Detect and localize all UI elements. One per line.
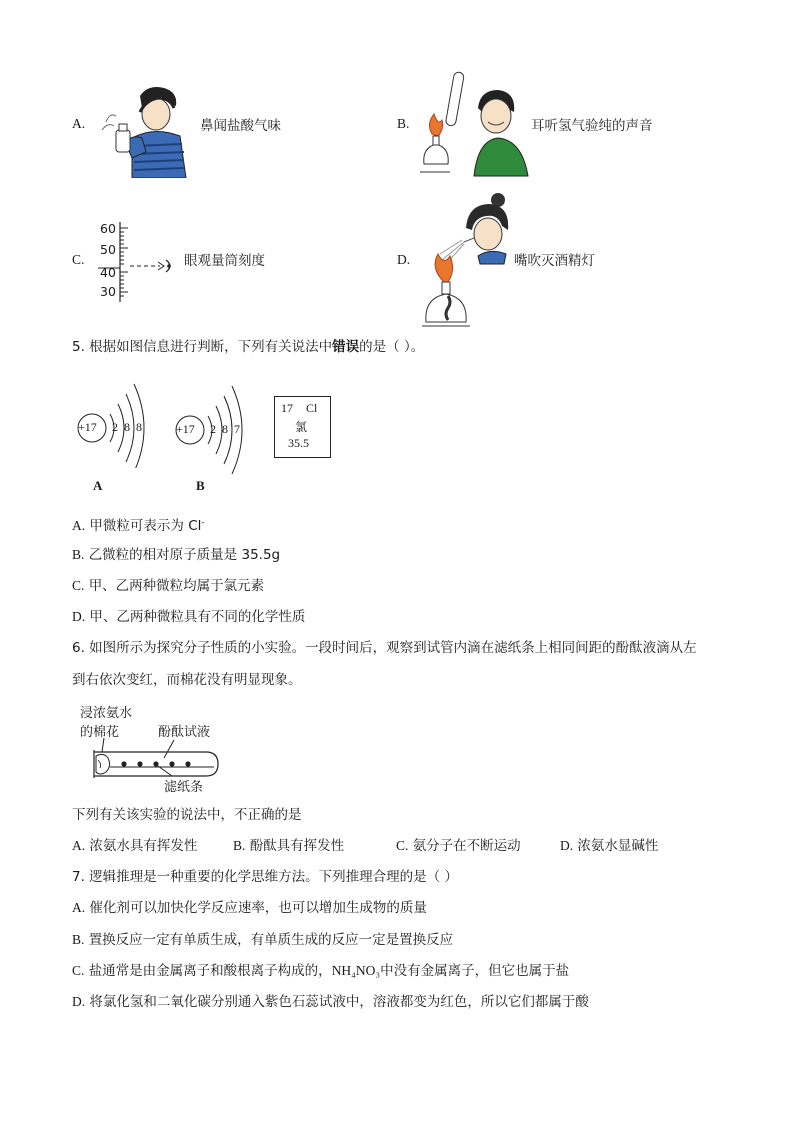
q7-option-a-letter: A. xyxy=(72,900,86,915)
q6-option-b-text: 酚酞具有挥发性 xyxy=(249,838,345,854)
q6-option-c-text: 氨分子在不断运动 xyxy=(412,838,521,854)
q6-experiment-figure xyxy=(78,700,238,796)
element-atomic-mass: 35.5 xyxy=(288,436,309,450)
element-symbol: Cl xyxy=(306,401,318,415)
person-sniffing-bottle-icon xyxy=(96,82,206,178)
q7-option-a xyxy=(72,898,427,918)
particle-a-label: A xyxy=(93,478,103,493)
q7-option-c-text-post: 中没有金属离子，但它也属于盐 xyxy=(380,963,570,979)
q6-option-d-text: 浓氨水显碱性 xyxy=(577,838,659,854)
label-phenolphthalein: 酚酞试液 xyxy=(158,725,211,740)
q7-option-d-letter: D. xyxy=(72,994,86,1009)
q7-option-c-formula: NH₄NO₃ xyxy=(331,963,381,978)
element-box-chlorine xyxy=(274,396,331,458)
q7-option-c xyxy=(72,961,569,981)
particle-b-diagram xyxy=(172,378,262,493)
element-name: 氯 xyxy=(295,420,308,434)
q6-question: 下列有关该实验的说法中，不正确的是 xyxy=(72,807,302,823)
girl-blowing-alcohol-lamp-icon xyxy=(418,190,518,330)
q6-option-d xyxy=(560,836,658,856)
q6-option-d-letter: D. xyxy=(560,838,574,853)
q7-option-d xyxy=(72,992,589,1012)
q5-option-c xyxy=(72,576,264,596)
q4-option-c-letter: C. xyxy=(72,252,85,267)
q6-stem-line2: 到右依次变红，而棉花没有明显现象。 xyxy=(72,672,302,688)
label-filter-paper: 滤纸条 xyxy=(164,780,204,795)
q5-option-c-letter: C. xyxy=(72,578,85,593)
q5-option-a xyxy=(72,513,205,536)
graduated-cylinder-eye-icon xyxy=(98,218,188,304)
q7-option-a-text: 催化剂可以加快化学反应速率，也可以增加生成物的质量 xyxy=(89,900,427,916)
person-listening-test-tube-icon xyxy=(416,68,534,178)
q4-option-b-letter: B. xyxy=(397,116,410,131)
q5-stem-pre: 5. 根据如图信息进行判断，下列有关说法中 xyxy=(72,339,333,355)
q5-option-b-letter: B. xyxy=(72,547,85,562)
particle-a-shells: 2 8 8 xyxy=(112,420,142,434)
q4-option-a-letter: A. xyxy=(72,116,86,131)
q6-option-b-letter: B. xyxy=(233,838,246,853)
q4-option-d-letter: D. xyxy=(397,252,411,267)
q6-stem-line1: 6. 如图所示为探究分子性质的小实验。一段时间后，观察到试管内滴在滤纸条上相同间距的酚酞液滴从左 xyxy=(72,640,697,656)
label-cotton-line1: 浸浓氨水 xyxy=(80,706,133,721)
q5-option-a-text: 甲微粒可表示为 Cl xyxy=(89,518,202,534)
scale-label-40: 40 xyxy=(100,265,116,280)
q6-option-a-text: 浓氨水具有挥发性 xyxy=(89,838,198,854)
scale-label-60: 60 xyxy=(100,221,116,236)
q5-stem-post: 的是（ ）。 xyxy=(359,339,425,355)
q7-option-b-text: 置换反应一定有单质生成，有单质生成的反应一定是置换反应 xyxy=(88,932,454,948)
particle-b-label: B xyxy=(196,478,205,493)
q7-option-c-letter: C. xyxy=(72,963,85,978)
q6-option-a-letter: A. xyxy=(72,838,86,853)
q5-stem-emphasis: 错误 xyxy=(332,339,360,355)
q5-option-d-text: 甲、乙两种微粒具有不同的化学性质 xyxy=(89,609,306,625)
q7-option-b xyxy=(72,930,453,950)
q4-option-c-caption: 眼观量筒刻度 xyxy=(184,253,265,269)
q6-option-b xyxy=(233,836,344,856)
q6-option-a xyxy=(72,836,197,856)
q4-option-a-caption: 鼻闻盐酸气味 xyxy=(200,118,281,134)
scale-label-50: 50 xyxy=(100,242,116,257)
q4-option-d-caption: 嘴吹灭酒精灯 xyxy=(514,253,595,269)
q5-option-a-letter: A. xyxy=(72,518,86,533)
q5-option-d xyxy=(72,607,305,627)
test-tube-diagram xyxy=(78,700,238,796)
particle-b-shells: 2 8 7 xyxy=(210,422,240,436)
q5-option-a-sup: - xyxy=(201,518,205,528)
q5-option-b-text: 乙微粒的相对原子质量是 35.5g xyxy=(88,547,281,563)
q5-option-c-text: 甲、乙两种微粒均属于氯元素 xyxy=(88,578,265,594)
q7-option-d-text: 将氯化氢和二氧化碳分别通入紫色石蕊试液中，溶液都变为红色，所以它们都属于酸 xyxy=(89,994,589,1010)
q6-option-c-letter: C. xyxy=(396,838,409,853)
particle-a-nucleus: +17 xyxy=(78,420,97,434)
q7-stem: 7. 逻辑推理是一种重要的化学思维方法。下列推理合理的是（ ） xyxy=(72,869,458,885)
q5-option-d-letter: D. xyxy=(72,609,86,624)
element-atomic-number: 17 xyxy=(281,401,293,415)
q5-option-b xyxy=(72,545,280,565)
q4-option-b-caption: 耳听氢气验纯的声音 xyxy=(531,118,653,134)
scale-label-30: 30 xyxy=(100,284,116,299)
label-cotton-line2: 的棉花 xyxy=(80,725,120,740)
particle-b-nucleus: +17 xyxy=(176,422,195,436)
q6-option-c xyxy=(396,836,521,856)
q7-option-c-text-pre: 盐通常是由金属离子和酸根离子构成的， xyxy=(88,963,332,979)
q5-stem xyxy=(72,337,424,357)
particle-a-diagram xyxy=(74,378,164,493)
q7-option-b-letter: B. xyxy=(72,932,85,947)
